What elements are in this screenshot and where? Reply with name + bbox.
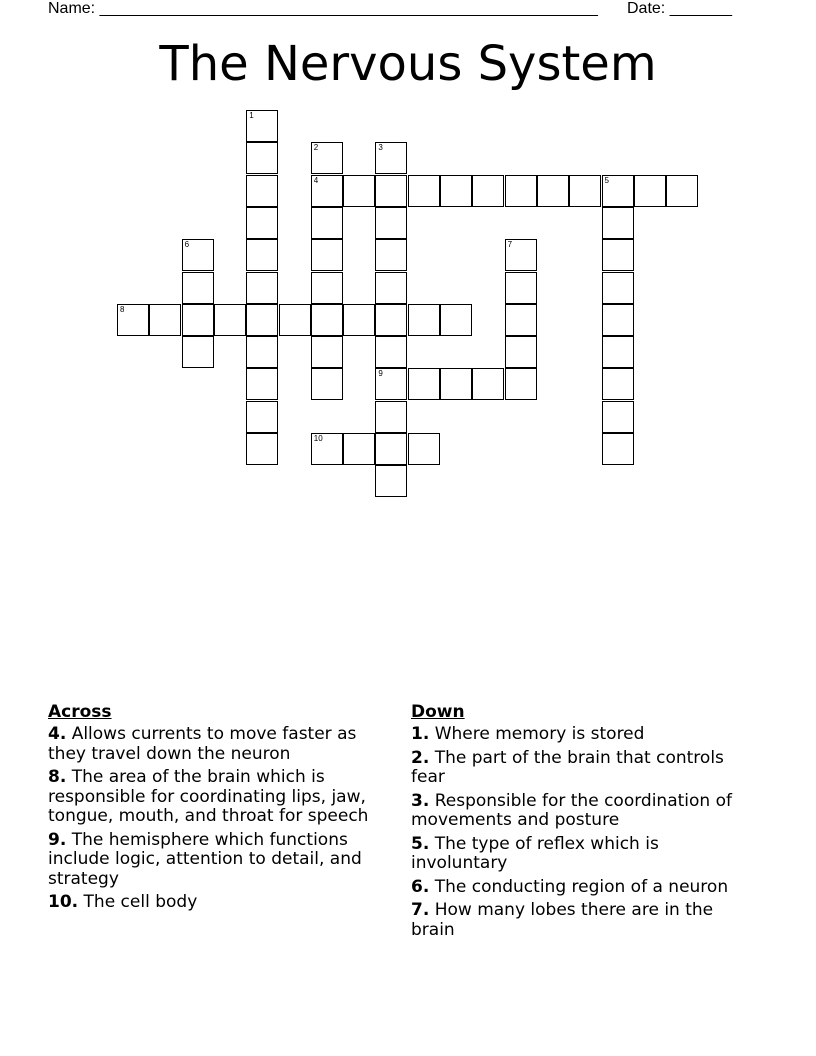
- crossword-cell[interactable]: [602, 175, 634, 207]
- clue-down-2: [411, 749, 755, 788]
- crossword-cell[interactable]: [472, 368, 504, 400]
- crossword-grid: [0, 0, 816, 480]
- cell-number: 6: [184, 240, 190, 250]
- crossword-cell[interactable]: [602, 401, 634, 433]
- clue-text: Where memory is stored: [434, 724, 645, 744]
- page-title: The Nervous System: [159, 36, 657, 92]
- crossword-cell[interactable]: [602, 433, 634, 465]
- clue-text: The part of the brain that controls fear: [411, 747, 724, 787]
- crossword-cell[interactable]: [375, 304, 407, 336]
- crossword-cell[interactable]: [602, 336, 634, 368]
- crossword-cell[interactable]: [343, 304, 375, 336]
- crossword-cell[interactable]: [311, 304, 343, 336]
- clue-text: The conducting region of a neuron: [434, 876, 729, 897]
- crossword-cell[interactable]: [440, 368, 472, 400]
- crossword-cell[interactable]: [311, 368, 343, 400]
- clue-down-5: [411, 835, 755, 874]
- across-clue-list: [48, 725, 392, 913]
- crossword-cell[interactable]: [311, 336, 343, 368]
- crossword-cell[interactable]: [311, 433, 343, 465]
- down-clue-list: [411, 725, 755, 940]
- clue-across-4: [48, 725, 392, 764]
- clue-text: The cell body: [83, 892, 198, 912]
- clue-number: 5.: [411, 833, 430, 854]
- clue-across-10: [48, 893, 392, 913]
- crossword-cell[interactable]: [375, 401, 407, 433]
- crossword-cell[interactable]: [117, 304, 149, 336]
- crossword-cell[interactable]: [505, 272, 537, 304]
- crossword-cell[interactable]: [343, 433, 375, 465]
- clue-down-1: [411, 725, 755, 745]
- crossword-cell[interactable]: [602, 239, 634, 271]
- date-field-label: Date: _______: [627, 0, 732, 17]
- crossword-cell[interactable]: [182, 336, 214, 368]
- crossword-cell[interactable]: [375, 142, 407, 174]
- crossword-cell[interactable]: [182, 272, 214, 304]
- crossword-cell[interactable]: [408, 175, 440, 207]
- crossword-cell[interactable]: [149, 304, 181, 336]
- clue-down-3: [411, 792, 755, 831]
- clue-across-8: [48, 768, 392, 827]
- clue-down-7: [411, 901, 755, 940]
- clue-text: How many lobes there are in the brain: [411, 900, 714, 940]
- crossword-cell[interactable]: [537, 175, 569, 207]
- clue-text: Responsible for the coordination of movements and posture: [411, 790, 732, 830]
- clue-text: The area of the brain which is responsible for coordinating lips, jaw, tongue, mouth, and throat for speech: [48, 767, 369, 826]
- cell-number: 10: [313, 434, 323, 443]
- crossword-cell[interactable]: [505, 239, 537, 271]
- cell-number: 7: [507, 240, 513, 250]
- cell-number: 3: [378, 143, 383, 153]
- crossword-cell[interactable]: [343, 175, 375, 207]
- clue-number: 9.: [48, 829, 67, 850]
- crossword-cell[interactable]: [246, 368, 278, 400]
- crossword-cell[interactable]: [375, 433, 407, 465]
- clue-number: 1.: [411, 724, 430, 744]
- crossword-cell[interactable]: [279, 304, 311, 336]
- cell-number: 2: [313, 143, 319, 153]
- crossword-cell[interactable]: [375, 336, 407, 368]
- crossword-cell[interactable]: [375, 272, 407, 304]
- cell-number: 9: [378, 369, 383, 379]
- crossword-cell[interactable]: [246, 401, 278, 433]
- clue-number: 7.: [411, 900, 430, 920]
- crossword-cell[interactable]: [246, 239, 278, 271]
- crossword-cell[interactable]: [311, 272, 343, 304]
- clue-text: The hemisphere which functions include logic, attention to detail, and strategy: [48, 829, 362, 889]
- crossword-cell[interactable]: [375, 239, 407, 271]
- crossword-cell[interactable]: [214, 304, 246, 336]
- crossword-cell[interactable]: [505, 368, 537, 400]
- crossword-cell[interactable]: [246, 336, 278, 368]
- clue-down-6: [411, 878, 755, 898]
- clue-number: 8.: [48, 767, 67, 787]
- crossword-cell[interactable]: [375, 175, 407, 207]
- cell-number: 4: [313, 175, 319, 185]
- crossword-cell[interactable]: [311, 175, 343, 207]
- crossword-cell[interactable]: [408, 368, 440, 400]
- name-field-label: Name: ________________________________________________________: [48, 0, 598, 17]
- crossword-cell[interactable]: [311, 207, 343, 239]
- crossword-cell[interactable]: [375, 207, 407, 239]
- crossword-cell[interactable]: [246, 272, 278, 304]
- crossword-cell[interactable]: [602, 207, 634, 239]
- crossword-cell[interactable]: [246, 110, 278, 142]
- crossword-cell[interactable]: [408, 304, 440, 336]
- crossword-cell[interactable]: [246, 142, 278, 174]
- crossword-cell[interactable]: [666, 175, 698, 207]
- crossword-cell[interactable]: [246, 207, 278, 239]
- crossword-cell[interactable]: [311, 239, 343, 271]
- crossword-cell[interactable]: [408, 433, 440, 465]
- crossword-cell[interactable]: [182, 304, 214, 336]
- crossword-cell[interactable]: [634, 175, 666, 207]
- clue-text: The type of reflex which is involuntary: [411, 833, 659, 873]
- crossword-cell[interactable]: [246, 433, 278, 465]
- crossword-cell[interactable]: [505, 175, 537, 207]
- down-heading: Down: [411, 702, 465, 722]
- crossword-cell[interactable]: [440, 304, 472, 336]
- clue-number: 4.: [48, 724, 67, 744]
- cell-number: 1: [249, 111, 254, 120]
- cell-number: 8: [120, 304, 125, 314]
- clue-number: 3.: [411, 790, 430, 811]
- crossword-cell[interactable]: [375, 465, 407, 497]
- across-clues: [48, 702, 392, 917]
- down-clues: [411, 702, 755, 944]
- crossword-cell[interactable]: [602, 304, 634, 336]
- crossword-cell[interactable]: [569, 175, 601, 207]
- clue-number: 10.: [48, 892, 79, 912]
- crossword-cell[interactable]: [472, 175, 504, 207]
- crossword-cell[interactable]: [505, 336, 537, 368]
- crossword-cell[interactable]: [182, 239, 214, 271]
- clue-number: 2.: [411, 747, 430, 768]
- clue-number: 6.: [411, 876, 430, 897]
- crossword-cell[interactable]: [602, 272, 634, 304]
- crossword-cell[interactable]: [375, 368, 407, 400]
- clue-text: Allows currents to move faster as they travel down the neuron: [48, 724, 357, 764]
- crossword-cell[interactable]: [311, 142, 343, 174]
- crossword-cell[interactable]: [246, 304, 278, 336]
- across-heading: Across: [48, 702, 112, 722]
- crossword-cell[interactable]: [602, 368, 634, 400]
- crossword-cell[interactable]: [505, 304, 537, 336]
- cell-number: 5: [604, 175, 609, 185]
- crossword-cell[interactable]: [246, 175, 278, 207]
- crossword-cell[interactable]: [440, 175, 472, 207]
- clue-across-9: [48, 831, 392, 890]
